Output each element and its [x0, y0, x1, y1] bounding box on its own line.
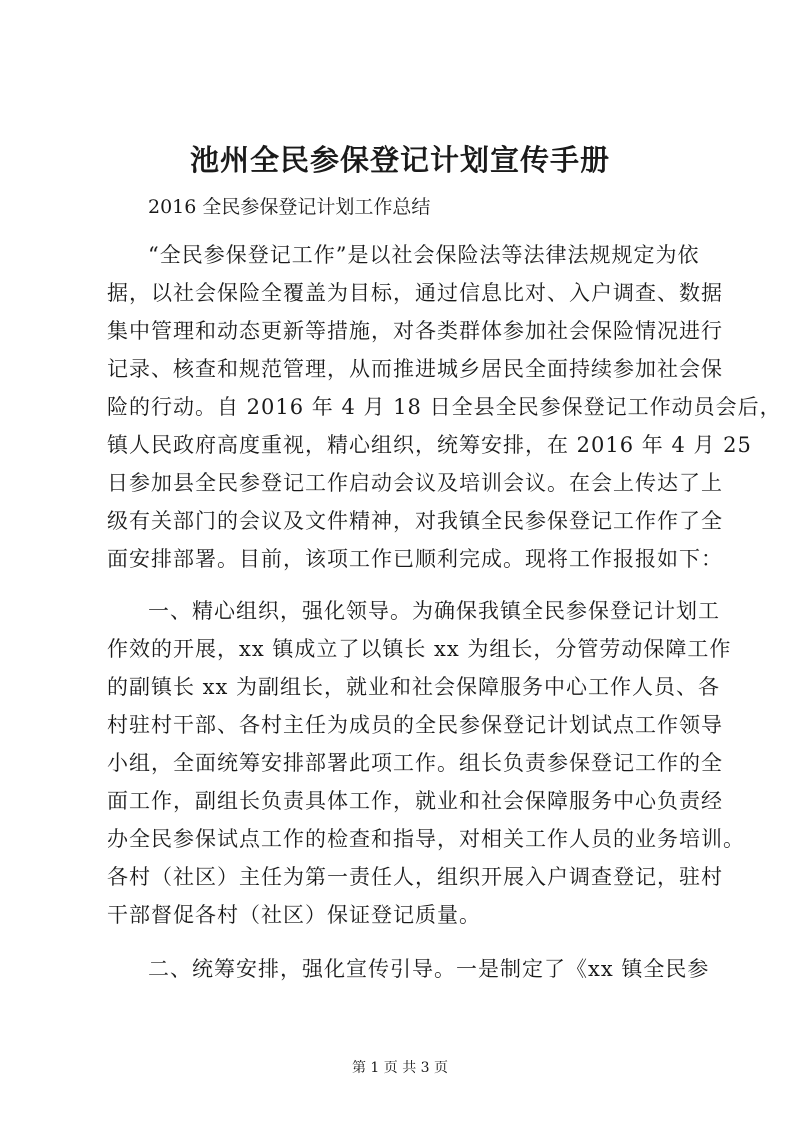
document-subtitle: 2016 全民参保登记计划工作总结	[148, 196, 431, 218]
paragraph-line: 小组，全面统筹安排部署此项工作。组长负责参保登记工作的全	[107, 751, 723, 775]
paragraph-line: 日参加县全民参登记工作启动会议及培训会议。在会上传达了上	[107, 471, 723, 495]
paragraph-line: 各村（社区）主任为第一责任人，组织开展入户调查登记，驻村	[107, 865, 723, 889]
paragraph-line: 镇人民政府高度重视，精心组织，统筹安排，在 2016 年 4 月 25	[107, 433, 752, 457]
paragraph-line: 集中管理和动态更新等措施，对各类群体参加社会保险情况进行	[107, 319, 723, 343]
paragraph-line: 作效的开展，xx 镇成立了以镇长 xx 为组长，分管劳动保障工作	[107, 637, 732, 661]
paragraph-line: 一、精心组织，强化领导。为确保我镇全民参保登记计划工	[148, 599, 720, 623]
paragraph-line: 记录、核查和规范管理，从而推进城乡居民全面持续参加社会保	[107, 357, 723, 381]
paragraph-line: 据，以社会保险全覆盖为目标，通过信息比对、入户调查、数据	[107, 281, 723, 305]
paragraph-line: 级有关部门的会议及文件精神，对我镇全民参保登记工作作了全	[107, 509, 723, 533]
paragraph-line: 的副镇长 xx 为副组长，就业和社会保障服务中心工作人员、各	[107, 675, 721, 699]
paragraph-line: 险的行动。自 2016 年 4 月 18 日全县全民参保登记工作动员会后，	[107, 395, 782, 419]
paragraph-line: 二、统筹安排，强化宣传引导。一是制定了《xx 镇全民参	[148, 957, 710, 981]
paragraph-line: 村驻村干部、各村主任为成员的全民参保登记计划试点工作领导	[107, 713, 723, 737]
document-title: 池州全民参保登记计划宣传手册	[189, 143, 610, 177]
paragraph-line: 面安排部署。目前，该项工作已顺利完成。现将工作报报如下：	[107, 547, 723, 571]
paragraph-line: “全民参保登记工作”是以社会保险法等法律法规规定为依	[148, 243, 700, 267]
page-footer: 第 1 页 共 3 页	[351, 1060, 449, 1076]
paragraph-line: 面工作，副组长负责具体工作，就业和社会保障服务中心负责经	[107, 789, 723, 813]
paragraph-line: 干部督促各村（社区）保证登记质量。	[107, 903, 481, 927]
paragraph-line: 办全民参保试点工作的检查和指导，对相关工作人员的业务培训。	[107, 827, 745, 851]
